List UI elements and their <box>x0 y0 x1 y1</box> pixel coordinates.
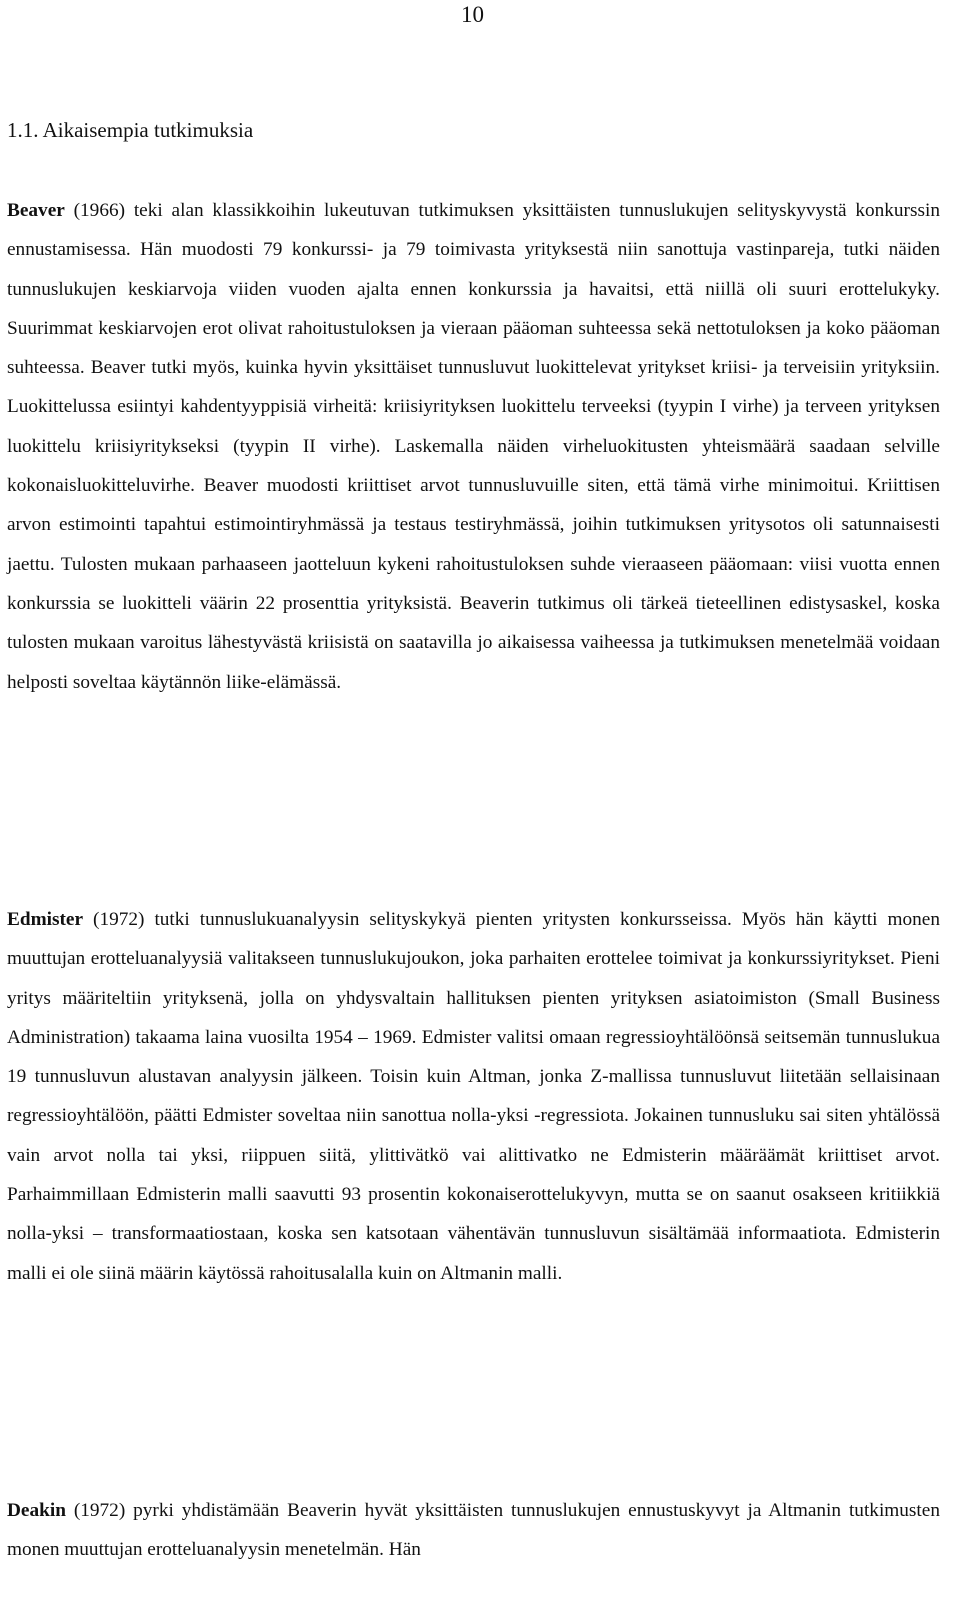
page-number: 10 <box>461 2 484 27</box>
author-name: Edmister <box>7 909 84 930</box>
paragraph-text: (1966) teki alan klassikkoihin lukeutuvan tutkimuksen yksittäisten tunnuslukujen selityskyvystä konkurssin ennustamisessa. Hän muodosti 79 konkurssi- ja 79 toimivasta yrityksestä niin sanottuja vastinpareja, tutki näiden tunnuslukujen keskiarvoja viiden vuoden ajalta ennen konkurssia ja havaitsi, että niillä oli suuri erottelukyky. Suurimmat keskiarvojen erot olivat rahoitustuloksen ja vieraan pääoman suhteessa sekä nettotuloksen ja koko pääoman suhteessa. Beaver tutki myös, kuinka hyvin yksittäiset tunnusluvut luokittelevat yritykset kriisi- ja terveisiin yrityksiin. Luokittelussa esiintyi kahdentyyppisiä virheitä: kriisiyrityksen luokittelu terveeksi (tyypin I virhe) ja terveen yrityksen luokittelu kriisiyritykseksi (tyypin II virhe). Laskemalla näiden virheluokitusten yhteismäärä saadaan selville kokonaisluokitteluvirhe. Beaver muodosti kriittiset arvot tunnusluvuille siten, että tämä virhe minimoitui. Kriittisen arvon estimointi tapahtui estimointiryhmässä ja testaus testiryhmässä, joihin tutkimuksen yritysotos oli satunnaisesti jaettu. Tulosten mukaan parhaaseen jaotteluun kykeni rahoitustuloksen suhde vieraaseen pääomaan: viisi vuotta ennen konkurssia se luokitteli väärin 22 prosenttia yrityksistä. Beaverin tutkimus oli tärkeä tieteellinen edistysaskel, koska tulosten mukaan varoitus lähestyvästä kriisistä on saatavilla jo aikaisessa vaiheessa ja tutkimuksen menetelmää voidaan helposti soveltaa käytännön liike-elämässä. <box>7 200 940 693</box>
paragraph-beaver <box>7 191 940 702</box>
section-title: 1.1. Aikaisempia tutkimuksia <box>7 118 254 142</box>
paragraph-text: (1972) pyrki yhdistämään Beaverin hyvät yksittäisten tunnuslukujen ennustuskyvyt ja Altmanin tutkimusten monen muuttujan erotteluanalyysin menetelmän. Hän <box>7 1500 940 1561</box>
paragraph-deakin <box>7 1491 940 1570</box>
author-name: Beaver <box>7 200 65 221</box>
author-name: Deakin <box>7 1500 66 1521</box>
paragraph-edmister <box>7 900 940 1293</box>
paragraph-text: (1972) tutki tunnuslukuanalyysin selityskykyä pienten yritysten konkursseissa. Myös hän käytti monen muuttujan erotteluanalyysiä valitakseen tunnuslukujoukon, joka parhaiten erottelee toimivat ja konkurssiyritykset. Pieni yritys määriteltiin yrityksenä, jolla on yhdysvaltain hallituksen pienten yrityksen asiatoimiston (Small Business Administration) takaama laina vuosilta 1954 – 1969. Edmister valitsi omaan regressioyhtälöönsä seitsemän tunnuslukua 19 tunnusluvun alustavan analyysin jälkeen. Toisin kuin Altman, jonka Z-mallissa tunnusluvut liitetään sellaisinaan regressioyhtälöön, päätti Edmister soveltaa niin sanottua nolla-yksi -regressiota. Jokainen tunnusluku sai siten yhtälössä vain arvot nolla tai yksi, riippuen siitä, ylittivätkö vai alittivatko ne Edmisterin määräämät kriittiset arvot. Parhaimmillaan Edmisterin malli saavutti 93 prosentin kokonaiserottelukyvyn, mutta se on saanut osakseen kritiikkiä nolla-yksi – transformaatiostaan, koska sen katsotaan vähentävän tunnusluvun sisältämää informaatiota. Edmisterin malli ei ole siinä määrin käytössä rahoitusalalla kuin on Altmanin malli. <box>7 909 940 1284</box>
